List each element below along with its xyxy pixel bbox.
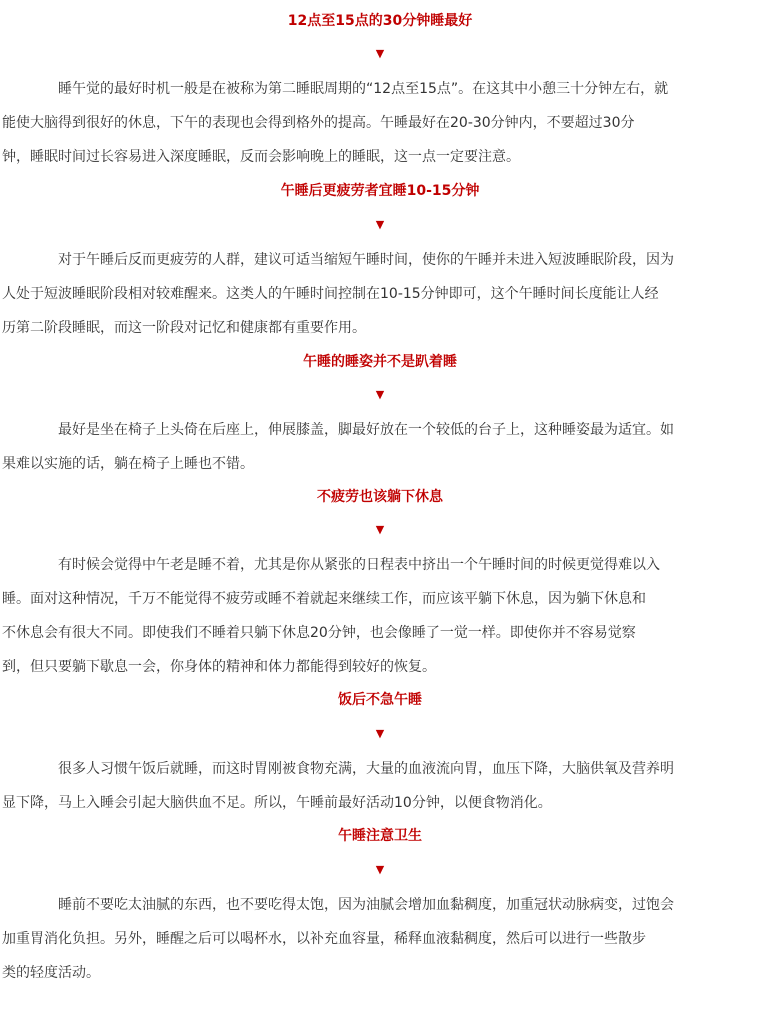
paragraph-line: 睡前不要吃太油腻的东西，也不要吃得太饱，因为油腻会增加血黏稠度，加重冠状动脉病变，过饱会	[58, 897, 674, 913]
section-paragraph-4	[2, 548, 734, 684]
paragraph-line: 到，但只要躺下歇息一会，你身体的精神和体力都能得到较好的恢复。	[2, 659, 436, 675]
down-triangle-icon: ▼	[375, 218, 385, 231]
section-heading-1: 12点至15点的30分钟睡最好	[287, 13, 473, 29]
paragraph-line: 显下降，马上入睡会引起大脑供血不足。所以，午睡前最好活动10分钟，以便食物消化。	[2, 795, 552, 811]
paragraph-line: 人处于短波睡眠阶段相对较难醒来。这类人的午睡时间控制在10-15分钟即可，这个午睡时间长度能让人经	[2, 286, 659, 302]
down-triangle-icon: ▼	[375, 727, 385, 740]
paragraph-line: 有时候会觉得中午老是睡不着，尤其是你从紧张的日程表中挤出一个午睡时间的时候更觉得难以入	[58, 557, 660, 573]
paragraph-line: 果难以实施的话，躺在椅子上睡也不错。	[2, 456, 254, 472]
down-triangle-icon: ▼	[375, 47, 385, 60]
paragraph-line: 历第二阶段睡眠，而这一阶段对记忆和健康都有重要作用。	[2, 320, 366, 336]
section-paragraph-2	[2, 243, 734, 345]
paragraph-line: 睡。面对这种情况，千万不能觉得不疲劳或睡不着就起来继续工作，而应该平躺下休息，因为躺下休息和	[2, 591, 646, 607]
paragraph-line: 加重胃消化负担。另外，睡醒之后可以喝杯水，以补充血容量，稀释血液黏稠度，然后可以进行一些散步	[2, 931, 646, 947]
section-heading-6: 午睡注意卫生	[338, 828, 422, 844]
section-paragraph-3	[2, 413, 734, 481]
paragraph-line: 最好是坐在椅子上头倚在后座上，伸展膝盖，脚最好放在一个较低的台子上，这种睡姿最为适宜。如	[58, 422, 674, 438]
section-paragraph-5	[2, 752, 734, 820]
paragraph-line: 睡午觉的最好时机一般是在被称为第二睡眠周期的“12点至15点”。在这其中小憩三十分钟左右，就	[58, 81, 669, 97]
paragraph-line: 对于午睡后反而更疲劳的人群，建议可适当缩短午睡时间，使你的午睡并未进入短波睡眠阶段，因为	[58, 252, 674, 268]
section-paragraph-6	[2, 888, 734, 990]
section-heading-2: 午睡后更疲劳者宜睡10-15分钟	[280, 183, 480, 199]
down-triangle-icon: ▼	[375, 863, 385, 876]
section-heading-4: 不疲劳也该躺下休息	[317, 489, 443, 505]
paragraph-line: 很多人习惯午饭后就睡，而这时胃刚被食物充满，大量的血液流向胃，血压下降，大脑供氧及营养明	[58, 761, 674, 777]
down-triangle-icon: ▼	[375, 388, 385, 401]
section-paragraph-1	[2, 72, 734, 174]
paragraph-line: 类的轻度活动。	[2, 965, 100, 981]
section-heading-3: 午睡的睡姿并不是趴着睡	[303, 354, 457, 370]
paragraph-line: 钟，睡眠时间过长容易进入深度睡眠，反而会影响晚上的睡眠，这一点一定要注意。	[2, 149, 520, 165]
paragraph-line: 能使大脑得到很好的休息，下午的表现也会得到格外的提高。午睡最好在20-30分钟内，不要超过30分	[2, 115, 635, 131]
section-heading-5: 饭后不急午睡	[338, 692, 422, 708]
paragraph-line: 不休息会有很大不同。即使我们不睡着只躺下休息20分钟，也会像睡了一觉一样。即使你并不容易觉察	[2, 625, 636, 641]
down-triangle-icon: ▼	[375, 523, 385, 536]
